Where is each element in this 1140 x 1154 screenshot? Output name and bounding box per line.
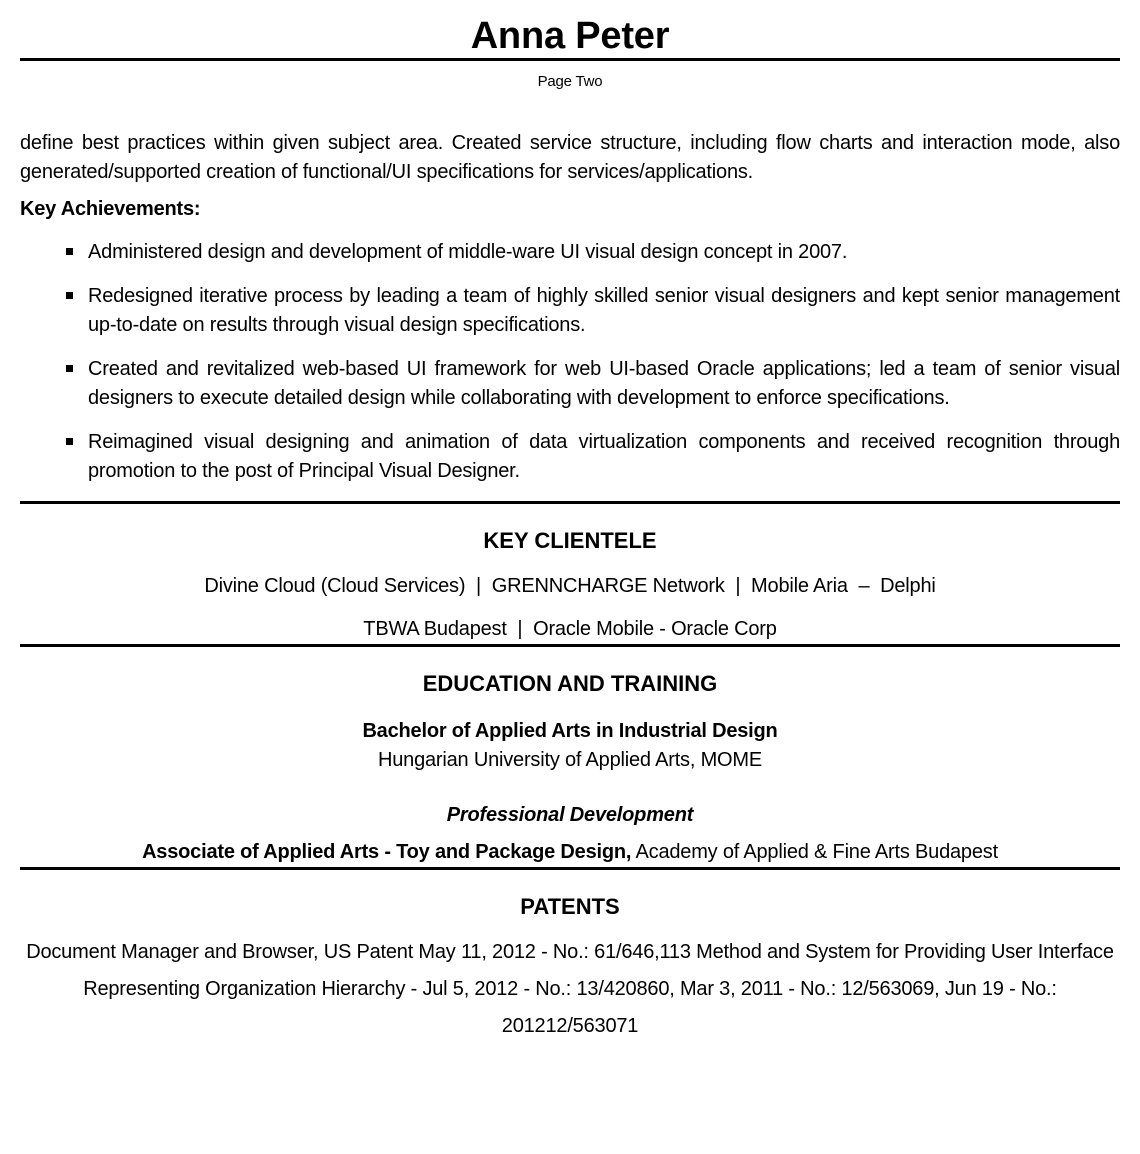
university-name: Hungarian University of Applied Arts, MOME [378,749,762,771]
page-title: Anna Peter [470,15,670,57]
achievement-text: Reimagined visual designing and animation of data virtualization components and received recognition through promotion to the post of Principal Visual Designer. [88,431,1120,482]
achievement-list-item [20,282,1120,340]
header-divider [20,58,1120,61]
education-heading: EDUCATION AND TRAINING [422,671,718,696]
key-clientele-heading: KEY CLIENTELE [483,528,657,553]
key-clientele-section [20,528,1120,644]
professional-development-subheading: Professional Development [446,804,694,826]
clientele-line: Divine Cloud (Cloud Services) | GRENNCHARGE Network | Mobile Aria – Delphi [204,575,936,597]
achievement-list-item [20,355,1120,413]
achievement-text: Administered design and development of middle-ware UI visual design concept in 2007. [88,241,848,263]
experience-intro-paragraph: define best practices within given subject area. Created service structure, including flow charts and interaction mode, also generated/supported creation of functional/UI specifications for services/applications. [20,132,1120,183]
resume-header [20,14,1120,91]
bullet-square-icon [66,248,73,255]
resume-page-two [0,14,1140,1154]
page-number-label: Page Two [537,73,603,90]
certification-organization: Academy of Applied & Fine Arts Budapest [635,841,998,863]
patents-paragraph: Document Manager and Browser, US Patent May 11, 2012 - No.: 61/646,113 Method and System for Providing User Interface Representing Organization Hierarchy - Jul 5, 2012 - No.: 13/420860, Mar 3, 2011 - No.: 12/563069, Jun 19 - No.: 201212/563071 [26,941,1114,1037]
section-divider [20,501,1120,504]
bullet-square-icon [66,292,73,299]
resume-body [20,129,1120,1045]
achievement-text: Redesigned iterative process by leading a team of highly skilled senior visual designers and kept senior management up-to-date on results through visual design specifications. [88,285,1120,336]
education-section [20,671,1120,867]
patents-section [20,894,1120,1045]
section-divider [20,644,1120,647]
certification-title: Associate of Applied Arts - Toy and Package Design, [142,841,632,863]
key-achievements-label: Key Achievements: [20,198,201,220]
patents-heading: PATENTS [520,894,620,919]
bullet-square-icon [66,438,73,445]
achievement-list-item [20,428,1120,486]
achievement-list-item [20,238,1120,267]
clientele-line: TBWA Budapest | Oracle Mobile - Oracle Corp [363,618,777,640]
bullet-square-icon [66,365,73,372]
achievement-text: Created and revitalized web-based UI framework for web UI-based Oracle applications; led a team of senior visual designers to execute detailed design while collaborating with development to enforce specifications. [88,358,1120,409]
experience-continuation-section [20,129,1120,486]
section-divider [20,867,1120,870]
achievements-list [20,238,1120,486]
certification-line [20,838,1120,867]
degree-title: Bachelor of Applied Arts in Industrial Design [362,720,778,742]
